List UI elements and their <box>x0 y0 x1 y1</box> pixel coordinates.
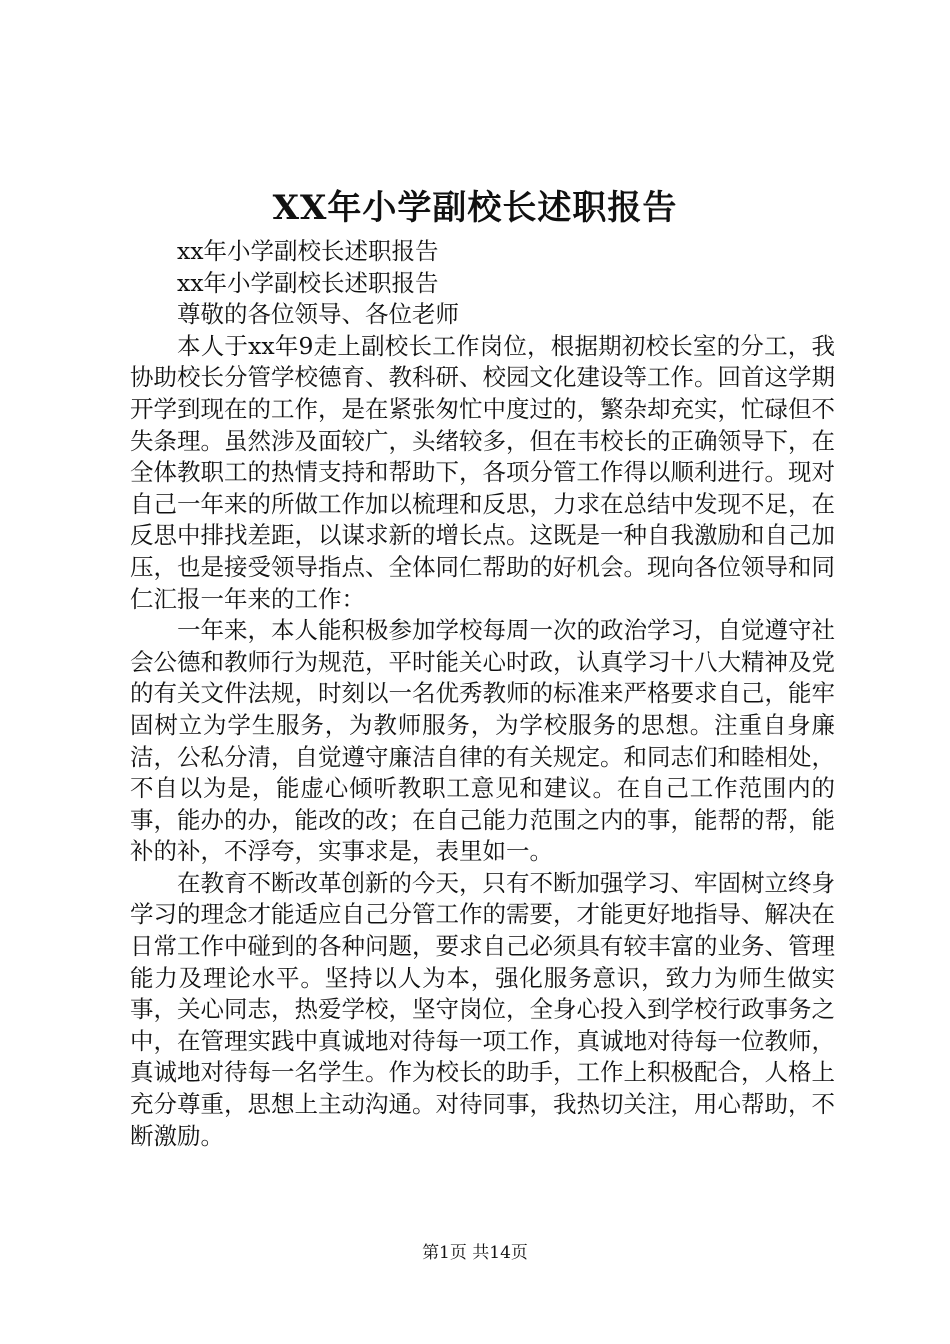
paragraph: 尊敬的各位领导、各位老师 <box>177 300 459 329</box>
document-body <box>130 236 835 1152</box>
paragraph: xx年小学副校长述职报告 <box>177 268 439 297</box>
paragraph: 本人于xx年9走上副校长工作岗位，根据期初校长室的分工，我协助校长分管学校德育、教科研、校园文化建设等工作。回首这学期开学到现在的工作，是在紧张匆忙中度过的，繁杂却充实，忙碌但不失条理。虽然涉及面较广，头绪较多，但在韦校长的正确领导下，在全体教职工的热情支持和帮助下，各项分管工作得以顺利进行。现对自己一年来的所做工作加以梳理和反思，力求在总结中发现不足，在反思中排找差距，以谋求新的增长点。这既是一种自我激励和自己加压，也是接受领导指点、全体同仁帮助的好机会。现向各位领导和同仁汇报一年来的工作： <box>130 331 835 613</box>
paragraph: 一年来，本人能积极参加学校每周一次的政治学习，自觉遵守社会公德和教师行为规范，平时能关心时政，认真学习十八大精神及党的有关文件法规，时刻以一名优秀教师的标准来严格要求自己，能牢固树立为学生服务，为教师服务，为学校服务的思想。注重自身廉洁，公私分清，自觉遵守廉洁自律的有关规定。和同志们和睦相处，不自以为是，能虚心倾听教职工意见和建议。在自己工作范围内的事，能办的办，能改的改；在自己能力范围之内的事，能帮的帮，能补的补，不浮夸，实事求是，表里如一。 <box>130 616 835 866</box>
page-number-footer: 第1页 共14页 <box>422 1243 528 1263</box>
paragraph: xx年小学副校长述职报告 <box>177 237 439 265</box>
document-title: XX年小学副校长述职报告 <box>272 188 678 228</box>
paragraph: 在教育不断改革创新的今天，只有不断加强学习、牢固树立终身学习的理念才能适应自己分管工作的需要，才能更好地指导、解决在日常工作中碰到的各种问题，要求自己必须具有较丰富的业务、管理能力及理论水平。坚持以人为本，强化服务意识，致力为师生做实事，关心同志，热爱学校，坚守岗位，全身心投入到学校行政事务之中，在管理实践中真诚地对待每一项工作，真诚地对待每一位教师，真诚地对待每一名学生。作为校长的助手，工作上积极配合，人格上充分尊重，思想上主动沟通。对待同事，我热切关注，用心帮助，不断激励。 <box>130 868 835 1150</box>
